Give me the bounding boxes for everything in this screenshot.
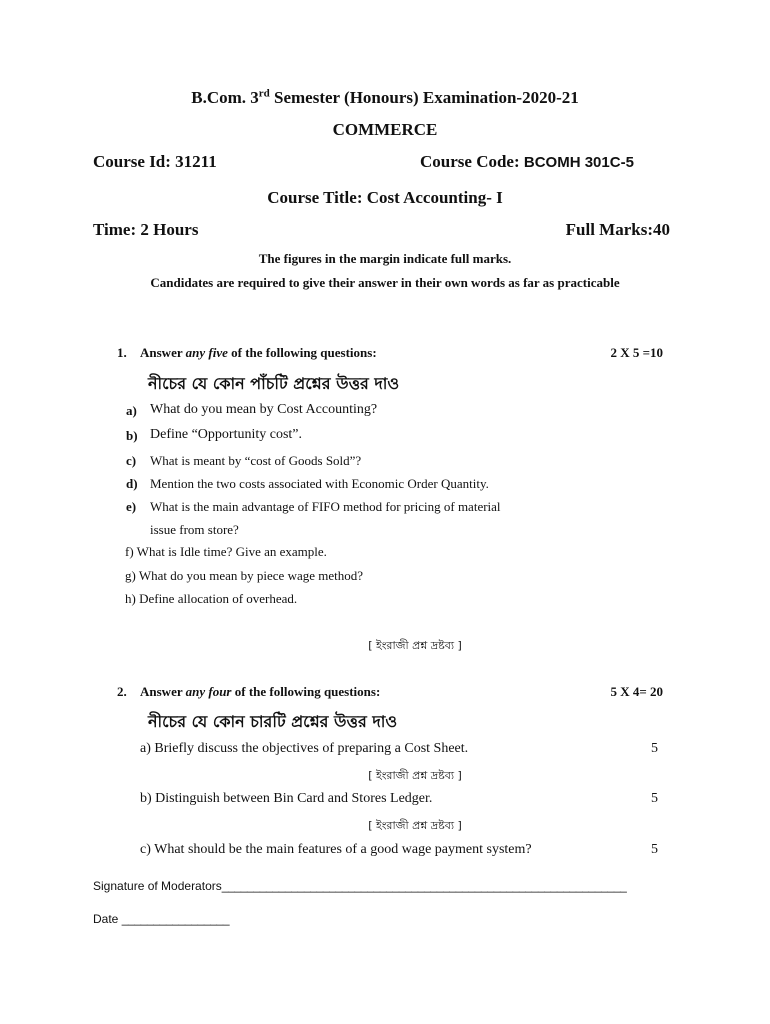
q1-item-g: g) What do you mean by piece wage method?: [125, 568, 364, 583]
q1-item-d-label: d): [126, 476, 138, 491]
q1-item-e: What is the main advantage of FIFO method for pricing of material: [150, 499, 501, 514]
q1-item-e-label: e): [126, 499, 137, 514]
q1-item-c-label: c): [126, 453, 137, 468]
q1-tail: of the following questions:: [227, 345, 377, 360]
q2-marks: 5 X 4= 20: [610, 684, 663, 699]
course-title: Course Title: Cost Accounting- I: [267, 188, 503, 207]
q2-emph: any four: [185, 684, 232, 699]
q2-item-a-marks: 5: [651, 741, 658, 756]
course-code-value: BCOMH 301C-5: [523, 154, 634, 171]
signature-of-moderators: [93, 879, 626, 893]
q1-instruction: [140, 345, 377, 361]
q1-bengali-instruction: নীচের যে কোন পাঁচটি প্রশ্নের উত্তর দাও: [148, 374, 400, 393]
q1-number: 1.: [117, 345, 127, 360]
q2-item-a: a) Briefly discuss the objectives of preparing a Cost Sheet.: [140, 741, 469, 756]
instruction-own-words: Candidates are required to give their answer in their own words as far as practicable: [150, 275, 620, 290]
q1-lead: Answer: [140, 345, 186, 360]
q1-item-b: Define “Opportunity cost”.: [150, 427, 303, 442]
q1-marks: 2 X 5 =10: [610, 345, 663, 360]
exam-title-sup: rd: [258, 87, 270, 100]
date-field: [93, 912, 229, 926]
q1-item-b-label: b): [126, 428, 138, 443]
q2-instruction: [140, 684, 380, 700]
course-code: [420, 152, 634, 172]
q1-item-c: What is meant by “cost of Goods Sold”?: [150, 453, 362, 468]
q2-item-c: c) What should be the main features of a good wage payment system?: [140, 842, 532, 857]
exam-title-pre: B.Com. 3: [191, 88, 259, 107]
full-marks: Full Marks:40: [565, 220, 670, 239]
exam-title-post: Semester (Honours) Examination-2020-21: [269, 88, 579, 107]
q2-lead: Answer: [140, 684, 186, 699]
q2-bengali-instruction: নীচের যে কোন চারটি প্রশ্নের উত্তর দাও: [148, 712, 398, 731]
course-id: Course Id: 31211: [93, 152, 217, 171]
q2-item-b: b) Distinguish between Bin Card and Stores Ledger.: [140, 791, 433, 806]
q2-number: 2.: [117, 684, 127, 699]
q1-item-h: h) Define allocation of overhead.: [125, 591, 298, 606]
q2-tail: of the following questions:: [231, 684, 381, 699]
exam-title: [0, 88, 770, 108]
q1-item-e-continued: issue from store?: [150, 522, 239, 537]
course-code-label: Course Code:: [420, 152, 524, 171]
time-allowed: Time: 2 Hours: [93, 220, 199, 239]
q2-item-c-marks: 5: [651, 842, 658, 857]
q1-emph: any five: [185, 345, 228, 360]
q1-item-f: f) What is Idle time? Give an example.: [125, 544, 327, 559]
q1-item-a-label: a): [126, 403, 137, 418]
q1-item-d: Mention the two costs associated with Economic Order Quantity.: [150, 476, 489, 491]
q2-item-a-note: [ ইংরাজী প্রশ্ন দ্রষ্টব্য ]: [368, 769, 462, 782]
instruction-margin: The figures in the margin indicate full marks.: [258, 251, 512, 266]
date-label: Date: [93, 912, 122, 926]
date-line: _________________: [121, 912, 230, 926]
q2-item-b-marks: 5: [651, 791, 658, 806]
signature-label: Signature of Moderators: [93, 879, 222, 893]
q1-bengali-note: [ ইংরাজী প্রশ্ন দ্রষ্টব্য ]: [368, 639, 462, 652]
subject-heading: COMMERCE: [332, 120, 438, 139]
signature-line: ________________________________________________________________: [221, 879, 627, 893]
q2-item-b-note: [ ইংরাজী প্রশ্ন দ্রষ্টব্য ]: [368, 819, 462, 832]
q1-item-a: What do you mean by Cost Accounting?: [150, 402, 378, 417]
